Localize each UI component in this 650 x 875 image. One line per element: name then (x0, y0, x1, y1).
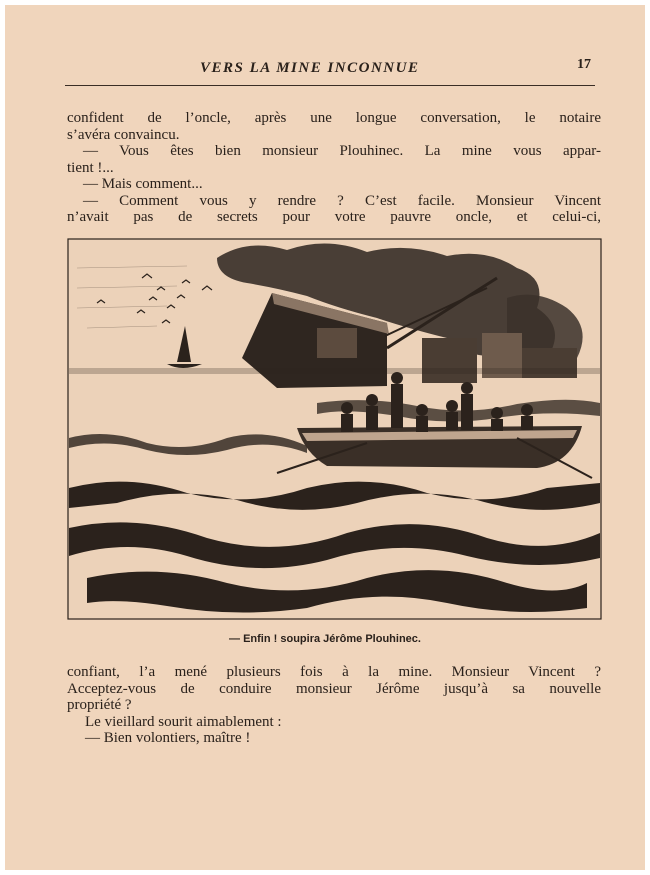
text-line: Acceptez-vous de conduire monsieur Jérôme jusqu’à sa nouvelle (67, 680, 601, 697)
text-line: — Bien volontiers, maître ! (85, 730, 251, 746)
body-text-top (67, 110, 601, 226)
text-line: — Vous êtes bien monsieur Plouhinec. La mine vous appar- (83, 143, 601, 159)
text-line: confiant, l’a mené plusieurs fois à la mine. Monsieur Vincent ? (67, 664, 601, 680)
text-line: — Mais comment... (83, 176, 203, 192)
page-number: 17 (577, 57, 591, 72)
text-line: Le vieillard sourit aimablement : (85, 713, 282, 730)
text-line: s’avéra convaincu. (67, 126, 180, 143)
text-line: tient !... (67, 159, 114, 176)
body-text-bottom (67, 664, 601, 747)
book-page (5, 5, 645, 870)
text-line: confident de l’oncle, après une longue conversation, le notaire (67, 110, 601, 126)
running-header: VERS LA MINE INCONNUE (200, 60, 420, 76)
text-line: n’avait pas de secrets pour votre pauvre oncle, et celui-ci, (67, 209, 601, 225)
illustration-rowboat-shipwreck (67, 238, 602, 620)
text-line: propriété ? (67, 697, 132, 713)
illustration-caption: — Enfin ! soupira Jérôme Plouhinec. (229, 633, 421, 645)
header-rule (65, 85, 595, 86)
text-line: — Comment vous y rendre ? C’est facile. Monsieur Vincent (83, 192, 601, 209)
